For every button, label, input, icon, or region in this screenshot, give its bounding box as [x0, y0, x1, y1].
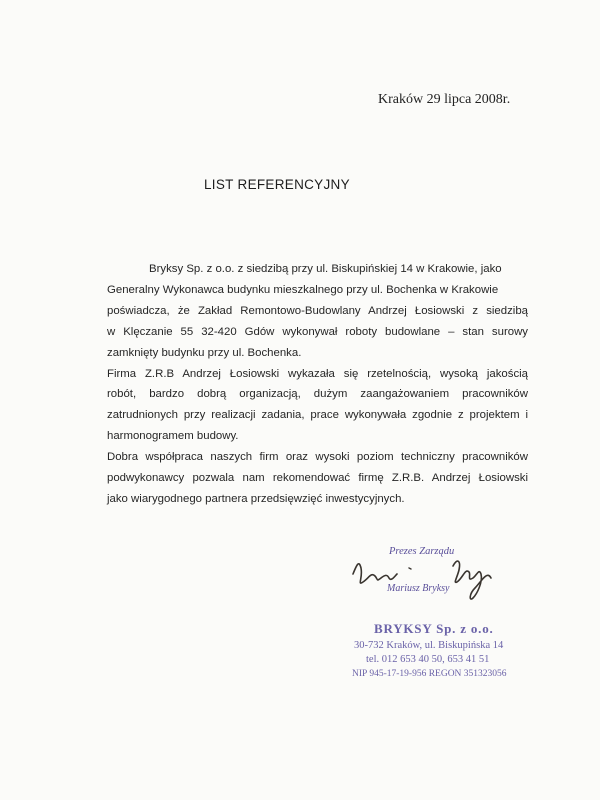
letter-title: LIST REFERENCYJNY [204, 177, 350, 192]
signature-name: Mariusz Bryksy [387, 583, 450, 594]
stamp-phone: tel. 012 653 40 50, 653 41 51 [366, 654, 490, 665]
body-line: harmonogramem budowy. [107, 430, 239, 443]
body-line: podwykonawcy pozwala nam rekomendować firmę Z.R.B. Andrzej Łosiowski [107, 472, 528, 485]
body-line: zamknięty budynku przy ul. Bochenka. [107, 346, 302, 359]
letter-date: Kraków 29 lipca 2008r. [378, 92, 511, 107]
body-line: w Klęczanie 55 32-420 Gdów wykonywał roboty budowlane – stan surowy [107, 325, 528, 338]
stamp-address: 30-732 Kraków, ul. Biskupińska 14 [354, 640, 504, 651]
stamp-company-name: BRYKSY Sp. z o.o. [374, 621, 494, 636]
body-line: Bryksy Sp. z o.o. z siedzibą przy ul. Biskupińskiej 14 w Krakowie, jako [149, 263, 502, 275]
letter-body [107, 259, 528, 510]
body-line: Dobra współpraca naszych firm oraz wysoki poziom techniczny pracowników [107, 451, 528, 464]
body-line: zatrudnionych przy realizacji zadania, prace wykonywała zgodnie z projektem i [107, 409, 528, 422]
body-line: Firma Z.R.B Andrzej Łosiowski wykazała się rzetelnością, wysoką jakością [107, 367, 528, 380]
stamp-tax-ids: NIP 945-17-19-956 REGON 351323056 [352, 669, 507, 679]
signature-block [345, 538, 515, 608]
company-stamp [352, 621, 532, 681]
body-line: jako wiarygodnego partnera przedsięwzięć inwestycyjnych. [107, 492, 405, 505]
signature-title: Prezes Zarządu [389, 546, 455, 557]
body-line: robót, bardzo dobrą organizacją, dużym zaangażowaniem pracowników [107, 388, 528, 401]
body-line: poświadcza, że Zakład Remontowo-Budowlany Andrzej Łosiowski z siedzibą [107, 304, 528, 317]
body-line: Generalny Wykonawca budynku mieszkalnego przy ul. Bochenka w Krakowie [107, 283, 499, 296]
